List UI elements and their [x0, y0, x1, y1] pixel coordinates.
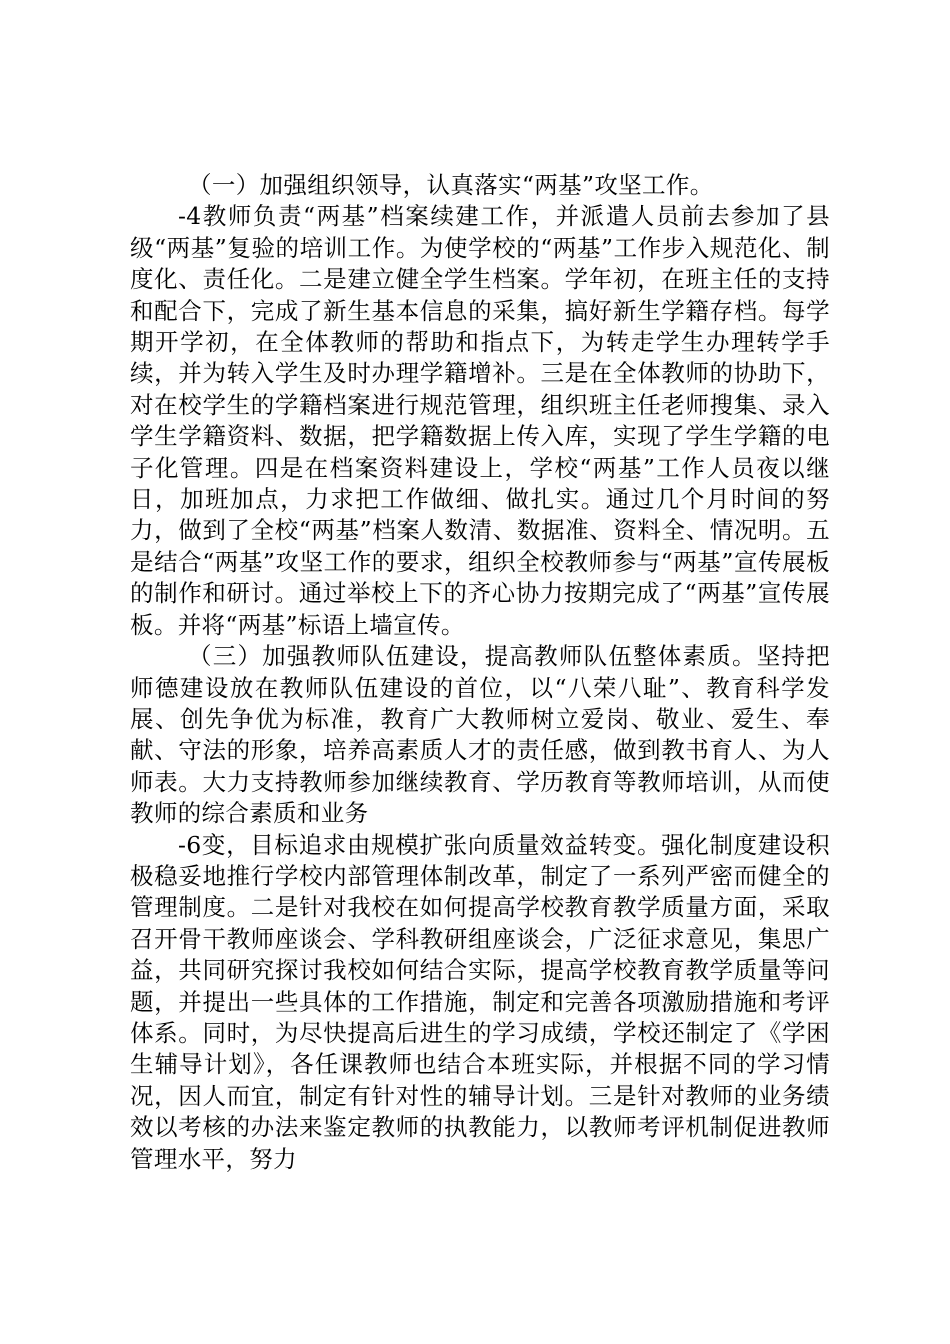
section-heading-three: （三）加强教师队伍建设，提高教师队伍整体素质。坚持把师德建设放在教师队伍建设的首位，以“八荣八耻”、教育科学发展、创先争优为标准，教育广大教师树立爱岗、敬业、爱生、奉献、守法的形象，培养高素质人才的责任感，做到教书育人、为人师表。大力支持教师参加继续教育、学历教育等教师培训，从而使教师的综合素质和业务: [130, 642, 830, 828]
body-paragraph: -6变，目标追求由规模扩张向质量效益转变。强化制度建设积极稳妥地推行学校内部管理体制改革，制定了一系列严密而健全的管理制度。二是针对我校在如何提高学校教育教学质量方面，采取召开骨干教师座谈会、学科教研组座谈会，广泛征求意见，集思广益，共同研究探讨我校如何结合实际，提高学校教育教学质量等问题，并提出一些具体的工作措施，制定和完善各项激励措施和考评体系。同时，为尽快提高后进生的学习成绩，学校还制定了《学困生辅导计划》，各任课教师也结合本班实际，并根据不同的学习情况，因人而宜，制定有针对性的辅导计划。三是针对教师的业务绩效以考核的办法来鉴定教师的执教能力，以教师考评机制促进教师管理水平，努力: [130, 830, 830, 1173]
body-paragraph: -4教师负责“两基”档案续建工作，并派遣人员前去参加了县级“两基”复验的培训工作。为使学校的“两基”工作步入规范化、制度化、责任化。二是建立健全学生档案。学年初，在班主任的支持和配合下，完成了新生基本信息的采集，搞好新生学籍存档。每学期开学初，在全体教师的帮助和指点下，为转走学生办理转学手续，并为转入学生及时办理学籍增补。三是在全体教师的协助下，对在校学生的学籍档案进行规范管理，组织班主任老师搜集、录入学生学籍资料、数据，把学籍数据上传入库，实现了学生学籍的电子化管理。四是在档案资料建设上，学校“两基”工作人员夜以继日，加班加点，力求把工作做细、做扎实。通过几个月时间的努力，做到了全校“两基”档案人数清、数据准、资料全、情况明。五是结合“两基”攻坚工作的要求，组织全校教师参与“两基”宣传展板的制作和研讨。通过举校上下的齐心协力按期完成了“两基”宣传展板。并将“两基”标语上墙宣传。: [130, 202, 830, 639]
section-heading-one: （一）加强组织领导，认真落实“两基”攻坚工作。: [188, 171, 714, 199]
document-body: [130, 170, 830, 1175]
